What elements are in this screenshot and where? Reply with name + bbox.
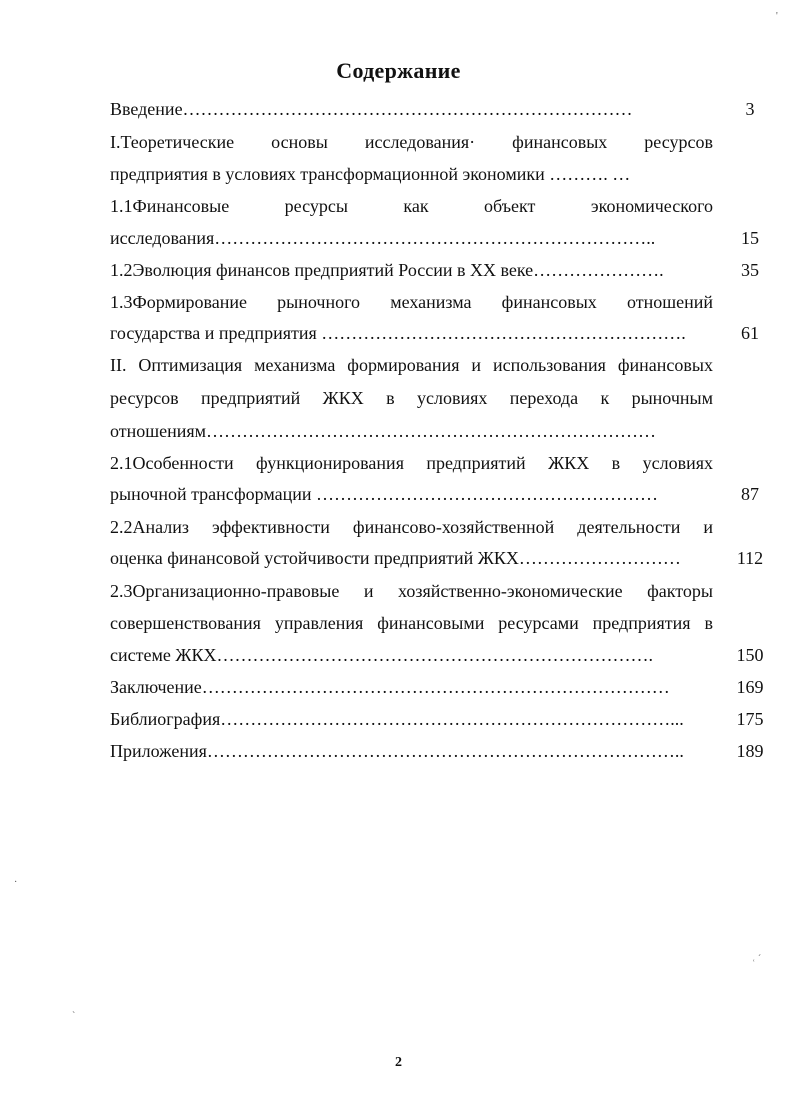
toc-page-2-2: 112 (736, 548, 764, 568)
scan-speck: · (14, 877, 18, 888)
toc-page-2-1: 87 (741, 484, 759, 504)
toc-entry-chapter-2-line-2: ресурсов предприятий ЖКХ в условиях перехода к рыночным (110, 388, 713, 408)
scan-speck: ˓ ˊ (752, 954, 762, 965)
toc-entry-1-1-line-1: 1.1Финансовые ресурсы как объект экономического (110, 196, 713, 216)
toc-entry-1-1-line-2: исследования……………………………………………………………….. (110, 228, 656, 248)
toc-entry-appendix: Приложения…………………………………………………………………….. (110, 741, 684, 761)
toc-page-1-3: 61 (741, 323, 759, 343)
toc-page-appendix: 189 (736, 741, 764, 761)
toc-page-intro: 3 (745, 99, 755, 119)
toc-page-bibliography: 175 (736, 709, 764, 729)
toc-page-conclusion: 169 (736, 677, 764, 697)
toc-page-2-3: 150 (736, 645, 764, 665)
toc-entry-chapter-2-line-3: отношениям………………………………………………………………… (110, 421, 657, 441)
toc-entry-2-1-line-2: рыночной трансформации ………………………………………………… (110, 484, 659, 504)
toc-entry-2-1-line-1: 2.1Особенности функционирования предприятий ЖКХ в условиях (110, 453, 713, 473)
page-title: Содержание (336, 58, 461, 83)
toc-entry-intro: Введение………………………………………………………………… (110, 99, 633, 119)
toc-entry-2-2-line-2: оценка финансовой устойчивости предприятий ЖКХ……………………… (110, 548, 681, 568)
toc-entry-bibliography: Библиография…………………………………………………………………... (110, 709, 684, 729)
toc-entry-2-2-line-1: 2.2Анализ эффективности финансово-хозяйственной деятельности и (110, 517, 713, 537)
toc-entry-1-2: 1.2Эволюция финансов предприятий России в XX веке…………………. (110, 260, 664, 280)
toc-entry-1-3-line-1: 1.3Формирование рыночного механизма финансовых отношений (110, 292, 713, 312)
toc-entry-conclusion: Заключение…………………………………………………………………… (110, 677, 670, 697)
toc-entry-1-3-line-2: государства и предприятия ……………………………………………………. (110, 323, 686, 343)
page-number: 2 (395, 1055, 402, 1070)
toc-entry-chapter-2-line-1: II. Оптимизация механизма формирования и использования финансовых (110, 355, 713, 375)
toc-entry-2-3-line-3: системе ЖКХ………………………………………………………………. (110, 645, 653, 665)
toc-entry-2-3-line-2: совершенствования управления финансовыми ресурсами предприятия в (110, 613, 713, 633)
toc-entry-chapter-1-line-1: I.Теоретические основы исследования· финансовых ресурсов (110, 132, 713, 152)
toc-page-1-1: 15 (741, 228, 759, 248)
toc-page-1-2: 35 (741, 260, 759, 280)
toc-entry-chapter-1-line-2: предприятия в условиях трансформационной экономики ………. … (110, 164, 631, 184)
scan-speck: ' (776, 11, 778, 22)
scan-speck: ˋ (72, 1011, 76, 1022)
toc-entry-2-3-line-1: 2.3Организационно-правовые и хозяйственно-экономические факторы (110, 581, 713, 601)
